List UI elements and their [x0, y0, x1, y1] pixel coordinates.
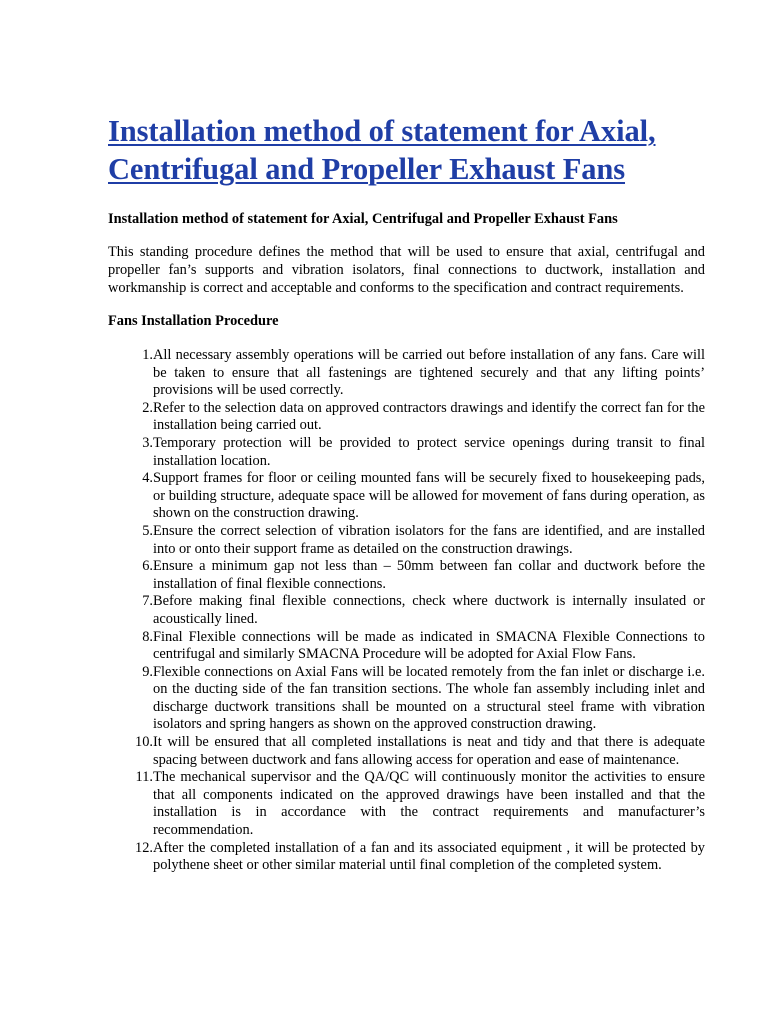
- procedure-step-7: [108, 593, 705, 628]
- step-number: 12.: [135, 839, 153, 856]
- step-number: 4.: [142, 470, 153, 487]
- procedure-steps-list: [108, 347, 705, 875]
- step-number: 1.: [142, 347, 153, 363]
- step-text: Ensure the correct selection of vibration isolators for the fans are identified, and are installed into or onto their support frame as detailed on the construction drawings.: [153, 522, 705, 557]
- procedure-step-6: [108, 558, 705, 593]
- procedure-step-4: [108, 470, 705, 523]
- procedure-step-1: [108, 347, 705, 400]
- document-subtitle: Installation method of statement for Axial, Centrifugal and Propeller Exhaust Fans: [108, 211, 618, 227]
- procedure-step-10: [108, 734, 705, 769]
- document-page: [108, 112, 705, 875]
- step-number: 6.: [142, 558, 153, 575]
- procedure-step-9: [108, 664, 705, 734]
- intro-paragraph: This standing procedure defines the method that will be used to ensure that axial, centrifugal and propeller fan’s supports and vibration isolators, final connections to ductwork, installation and workmanship is correct and acceptable and conforms to the specification and contract requirements.: [108, 244, 705, 296]
- procedure-step-11: [108, 769, 705, 839]
- step-text: Flexible connections on Axial Fans will be located remotely from the fan inlet or discharge i.e. on the ducting side of the fan transition sections. The whole fan assembly including inlet and discharge ductwork transitions shall be mounted on a structural steel frame with vibration isolators and spring hangers as shown on the approved construction drawing.: [153, 663, 705, 733]
- step-text: Refer to the selection data on approved contractors drawings and identify the correct fan for the installation being carried out.: [153, 399, 705, 434]
- step-number: 3.: [142, 434, 153, 451]
- procedure-step-3: [108, 435, 705, 470]
- step-number: 11.: [135, 769, 153, 786]
- step-text: Temporary protection will be provided to protect service openings during transit to final installation location.: [153, 434, 705, 469]
- procedure-step-2: [108, 400, 705, 435]
- step-text: It will be ensured that all completed installations is neat and tidy and that there is adequate spacing between ductwork and fans allowing access for operation and ease of maintenance.: [153, 734, 705, 768]
- step-number: 10.: [135, 734, 153, 751]
- step-text: Support frames for floor or ceiling mounted fans will be securely fixed to housekeeping pads, or building structure, adequate space will be allowed for movement of fans during operation, as shown on the construction drawing.: [153, 470, 705, 522]
- procedure-step-12: [108, 840, 705, 875]
- procedure-step-8: [108, 629, 705, 664]
- step-text: All necessary assembly operations will be carried out before installation of any fans. Care will be taken to ensure that all fastenings are tightened securely and that any lifting points’ provisions will be used correctly.: [153, 347, 705, 399]
- step-number: 7.: [142, 593, 153, 610]
- step-text: Final Flexible connections will be made as indicated in SMACNA Flexible Connections to centrifugal and similarly SMACNA Procedure will be adopted for Axial Flow Fans.: [153, 628, 705, 663]
- step-text: Before making final flexible connections, check where ductwork is internally insulated or acoustically lined.: [153, 593, 705, 627]
- step-number: 5.: [142, 522, 153, 539]
- step-number: 9.: [142, 663, 153, 680]
- procedure-step-5: [108, 523, 705, 558]
- step-number: 8.: [142, 628, 153, 645]
- document-title[interactable]: Installation method of statement for Axial, Centrifugal and Propeller Exhaust Fans: [108, 114, 656, 186]
- step-text: Ensure a minimum gap not less than – 50mm between fan collar and ductwork before the installation of final flexible connections.: [153, 558, 705, 592]
- step-number: 2.: [142, 399, 153, 416]
- step-text: The mechanical supervisor and the QA/QC will continuously monitor the activities to ensure that all components indicated on the approved drawings have been installed and that the installation is in accordance with the contract requirements and manufacturer’s recommendation.: [153, 769, 705, 839]
- section-heading: Fans Installation Procedure: [108, 313, 279, 329]
- step-text: After the completed installation of a fan and its associated equipment , it will be protected by polythene sheet or other similar material until final completion of the completed system.: [153, 839, 705, 874]
